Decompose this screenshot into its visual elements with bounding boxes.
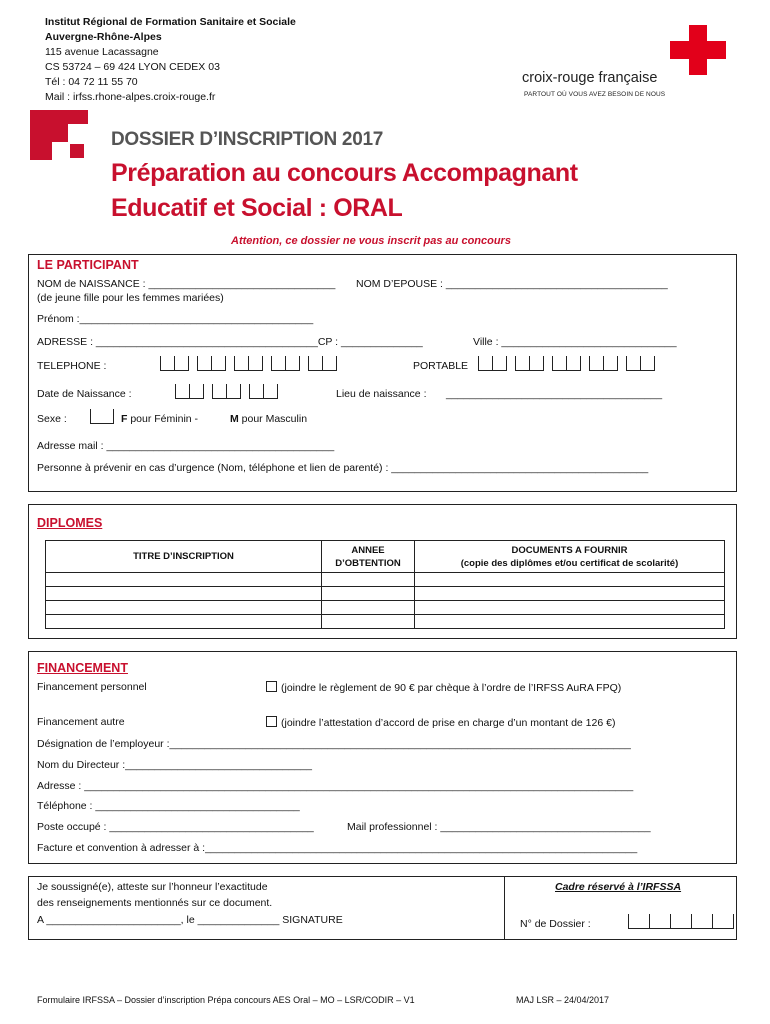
col-documents-l2: (copie des diplômes et/ou certificat de scolarité)	[460, 557, 679, 569]
footer-form-ref: Formulaire IRFSSA – Dossier d’inscription Prépa concours AES Oral – MO – LSR/CODIR – V1	[37, 995, 415, 1005]
financement-autre-label: Financement autre	[37, 716, 125, 728]
attention-notice: Attention, ce dossier ne vous inscrit pas au concours	[231, 235, 511, 247]
ville-field[interactable]: Ville : ______________________________	[473, 336, 677, 348]
col-annee-l1: ANNEE	[351, 544, 385, 556]
sexe-label: Sexe :	[37, 413, 67, 425]
financement-perso-note: (joindre le règlement de 90 € par chèque à l’ordre de l’IRFSS AuRA FPQ)	[281, 682, 622, 694]
date-naissance-boxes[interactable]	[175, 384, 286, 400]
dossier-title: DOSSIER D’INSCRIPTION 2017	[111, 129, 383, 150]
sexe-box[interactable]	[90, 409, 122, 425]
footer-date: MAJ LSR – 24/04/2017	[516, 995, 610, 1005]
dossier-number-boxes[interactable]	[628, 914, 742, 930]
col-documents-l1: DOCUMENTS A FOURNIR	[511, 544, 628, 556]
org-tel: Tél : 04 72 11 55 70	[45, 76, 138, 88]
financement-autre-option[interactable]	[266, 716, 615, 729]
portable-label: PORTABLE	[413, 360, 469, 372]
adresse-mail-field[interactable]: Adresse mail : _______________________________________	[37, 440, 335, 452]
org-mail: Mail : irfss.rhone-alpes.croix-rouge.fr	[45, 91, 216, 103]
adresse-cp-field[interactable]: ADRESSE : ______________________________________CP : ______________	[37, 336, 423, 348]
directeur-field[interactable]: Nom du Directeur :________________________________	[37, 759, 312, 771]
mail-pro-field[interactable]: Mail professionnel : ____________________________________	[347, 821, 651, 833]
financement-telephone-field[interactable]: Téléphone : ___________________________________	[37, 800, 300, 812]
table-row[interactable]	[46, 587, 725, 601]
sexe-options-m	[230, 413, 307, 425]
employeur-field[interactable]: Désignation de l’employeur :_______________________________________________________________________________	[37, 738, 631, 750]
org-cs: CS 53724 – 69 424 LYON CEDEX 03	[45, 61, 220, 73]
irfss-logo	[30, 110, 88, 160]
cadre-reserve: Cadre réservé à l’IRFSSA	[555, 881, 682, 893]
telephone-boxes[interactable]	[160, 356, 345, 372]
nom-epouse-field[interactable]: NOM D’EPOUSE : ______________________________________	[356, 278, 668, 290]
nom-naissance-field[interactable]: NOM de NAISSANCE : ________________________________	[37, 278, 336, 290]
col-annee	[322, 541, 415, 573]
diplomes-table	[45, 540, 725, 629]
col-documents	[415, 541, 725, 573]
lieu-naissance-label: Lieu de naissance :	[336, 388, 427, 400]
checkbox-icon[interactable]	[266, 681, 277, 692]
m-text: pour Masculin	[238, 413, 308, 425]
org-address: 115 avenue Lacassagne	[45, 46, 159, 58]
telephone-label: TELEPHONE :	[37, 360, 107, 372]
urgence-field[interactable]: Personne à prévenir en cas d’urgence (Nom, téléphone et lien de parenté) : ____________________________________________	[37, 462, 649, 474]
checkbox-icon[interactable]	[266, 716, 277, 727]
org-region: Auvergne-Rhône-Alpes	[45, 31, 162, 43]
col-titre: TITRE D’INSCRIPTION	[46, 541, 322, 573]
participant-heading: LE PARTICIPANT	[37, 258, 139, 272]
red-cross-logo	[670, 25, 726, 75]
financement-perso-label: Financement personnel	[37, 681, 147, 693]
col-annee-l2: D’OBTENTION	[335, 557, 401, 569]
brand-name: croix-rouge française	[522, 70, 658, 86]
table-row[interactable]	[46, 615, 725, 629]
table-row[interactable]	[46, 601, 725, 615]
poste-field[interactable]: Poste occupé : ___________________________________	[37, 821, 314, 833]
diplomes-heading: DIPLOMES	[37, 516, 103, 530]
financement-adresse-field[interactable]: Adresse : ______________________________________________________________________________________________	[37, 780, 634, 792]
table-row[interactable]	[46, 573, 725, 587]
dossier-number-label: N° de Dossier :	[520, 918, 591, 930]
jeune-fille-note: (de jeune fille pour les femmes mariées)	[37, 292, 224, 304]
main-title-line1: Préparation au concours Accompagnant	[111, 159, 578, 187]
attestation-divider	[504, 876, 505, 940]
f-text: pour Féminin -	[127, 413, 199, 425]
main-title-line2: Educatif et Social : ORAL	[111, 194, 403, 222]
org-name: Institut Régional de Formation Sanitaire et Sociale	[45, 16, 296, 28]
financement-heading: FINANCEMENT	[37, 661, 128, 675]
portable-boxes[interactable]	[478, 356, 663, 372]
f-letter: F	[121, 413, 128, 425]
signature-line[interactable]: A _______________________, le ______________ SIGNATURE	[37, 914, 343, 926]
attestation-line1: Je soussigné(e), atteste sur l’honneur l’exactitude	[37, 881, 268, 893]
facture-field[interactable]: Facture et convention à adresser à :__________________________________________________________________________	[37, 842, 638, 854]
financement-autre-note: (joindre l’attestation d’accord de prise en charge d’un montant de 126 €)	[281, 717, 616, 729]
prenom-field[interactable]: Prénom :________________________________________	[37, 313, 314, 325]
sexe-options	[121, 413, 198, 425]
brand-tagline: PARTOUT OÙ VOUS AVEZ BESOIN DE NOUS	[524, 91, 666, 98]
attestation-line2: des renseignements mentionnés sur ce document.	[37, 897, 273, 909]
lieu-naissance-field[interactable]: _____________________________________	[446, 388, 663, 400]
m-letter: M	[230, 413, 239, 425]
date-naissance-label: Date de Naissance :	[37, 388, 132, 400]
financement-perso-option[interactable]	[266, 681, 621, 694]
